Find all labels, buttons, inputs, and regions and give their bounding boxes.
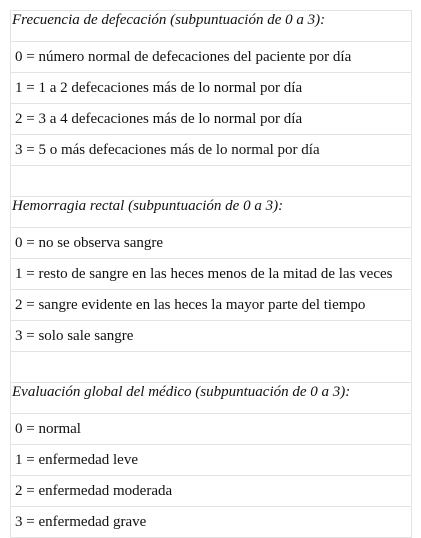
table-row bbox=[11, 321, 411, 352]
table-row bbox=[11, 445, 411, 476]
table-row bbox=[11, 259, 411, 290]
table-row bbox=[11, 290, 411, 321]
score-item: 0 = número normal de defecaciones del paciente por día bbox=[15, 49, 352, 65]
score-item: 2 = enfermedad moderada bbox=[15, 483, 173, 499]
blank-row bbox=[11, 166, 411, 197]
score-item: 0 = normal bbox=[15, 421, 81, 437]
table-row bbox=[11, 135, 411, 166]
score-item: 2 = 3 a 4 defecaciones más de lo normal por día bbox=[15, 111, 303, 127]
table-row bbox=[11, 104, 411, 135]
score-item: 2 = sangre evidente en las heces la mayor parte del tiempo bbox=[15, 297, 366, 313]
table-row bbox=[11, 42, 411, 73]
score-item: 1 = resto de sangre en las heces menos de la mitad de las veces bbox=[15, 266, 393, 282]
section-header-text: Evaluación global del médico (subpuntuación de 0 a 3): bbox=[12, 384, 351, 400]
section-header-text: Hemorragia rectal (subpuntuación de 0 a 3): bbox=[12, 198, 284, 214]
score-item: 1 = 1 a 2 defecaciones más de lo normal por día bbox=[15, 80, 303, 96]
table-row bbox=[11, 73, 411, 104]
score-item: 0 = no se observa sangre bbox=[15, 235, 164, 251]
table-row bbox=[11, 228, 411, 259]
section-header-stool-frequency bbox=[11, 11, 411, 42]
score-item: 3 = solo sale sangre bbox=[15, 328, 134, 344]
section-header-rectal-bleeding bbox=[11, 197, 411, 228]
score-table bbox=[10, 10, 412, 538]
table-row bbox=[11, 414, 411, 445]
section-header-physician-assessment bbox=[11, 383, 411, 414]
score-item: 1 = enfermedad leve bbox=[15, 452, 138, 468]
table-row bbox=[11, 476, 411, 507]
blank-row bbox=[11, 352, 411, 383]
score-item: 3 = 5 o más defecaciones más de lo normal por día bbox=[15, 142, 320, 158]
score-item: 3 = enfermedad grave bbox=[15, 514, 147, 530]
section-header-text: Frecuencia de defecación (subpuntuación de 0 a 3): bbox=[12, 12, 326, 28]
table-row bbox=[11, 507, 411, 538]
